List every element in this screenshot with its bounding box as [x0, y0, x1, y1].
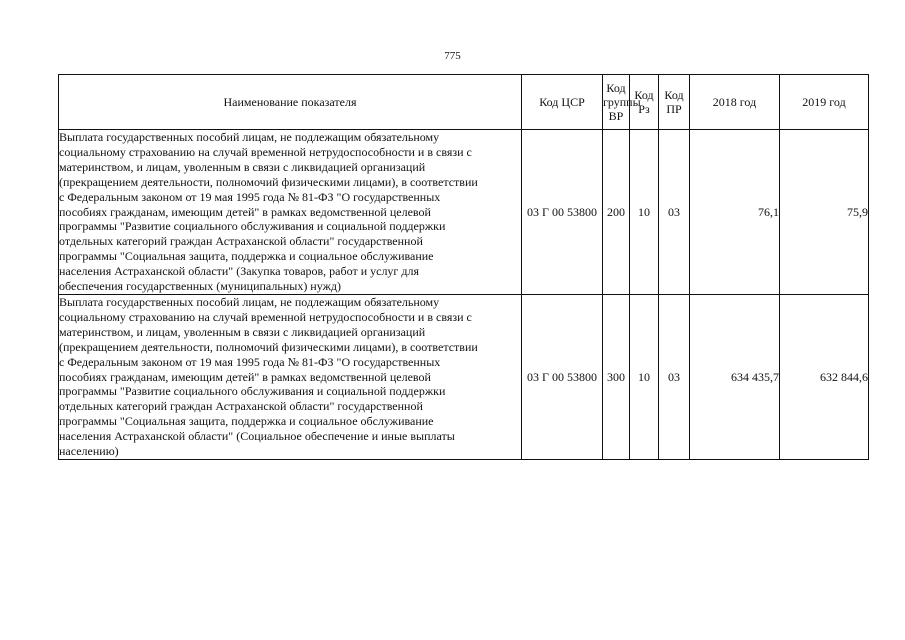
table-row [59, 294, 869, 459]
row-2018: 634 435,7 [690, 294, 780, 459]
row-rz: 10 [630, 294, 659, 459]
header-rz: Код Рз [630, 75, 659, 130]
header-name: Наименование показателя [59, 75, 522, 130]
row-name: Выплата государственных пособий лицам, не подлежащим обязательному социальному страхованию на случай временной нетрудоспособности и в связи с материнством, и лицам, уволенным в связи с ликвидацией организаций (прекращением деятельности, полномочий физическими лицами), в соответствии с Федеральным законом от 19 мая 1995 года № 81-ФЗ "О государственных пособиях гражданам, имеющим детей" в рамках ведомственной целевой программы "Развитие социального обслуживания и социальной поддержки отдельных категорий граждан Астраханской области" государственной программы "Социальная защита, поддержка и социальное обслуживание населения Астраханской области" (Закупка товаров, работ и услуг для обеспечения государственных (муниципальных) нужд) [59, 130, 522, 295]
header-vr: Код группы ВР [603, 75, 630, 130]
row-vr: 200 [603, 130, 630, 295]
page-number: 775 [444, 50, 461, 62]
budget-table [58, 74, 869, 460]
row-vr: 300 [603, 294, 630, 459]
row-rz: 10 [630, 130, 659, 295]
table-header-row [59, 75, 869, 130]
table-row [59, 130, 869, 295]
row-csr: 03 Г 00 53800 [522, 130, 603, 295]
row-2019: 632 844,6 [780, 294, 869, 459]
row-2019: 75,9 [780, 130, 869, 295]
row-csr: 03 Г 00 53800 [522, 294, 603, 459]
header-2019: 2019 год [780, 75, 869, 130]
header-2018: 2018 год [690, 75, 780, 130]
row-pr: 03 [659, 294, 690, 459]
row-pr: 03 [659, 130, 690, 295]
row-name: Выплата государственных пособий лицам, не подлежащим обязательному социальному страхованию на случай временной нетрудоспособности и в связи с материнством, и лицам, уволенным в связи с ликвидацией организаций (прекращением деятельности, полномочий физическими лицами), в соответствии с Федеральным законом от 19 мая 1995 года № 81-ФЗ "О государственных пособиях гражданам, имеющим детей" в рамках ведомственной целевой программы "Развитие социального обслуживания и социальной поддержки отдельных категорий граждан Астраханской области" государственной программы "Социальная защита, поддержка и социальное обслуживание населения Астраханской области" (Социальное обеспечение и иные выплаты населению) [59, 294, 522, 459]
header-pr: Код ПР [659, 75, 690, 130]
row-2018: 76,1 [690, 130, 780, 295]
header-csr: Код ЦСР [522, 75, 603, 130]
